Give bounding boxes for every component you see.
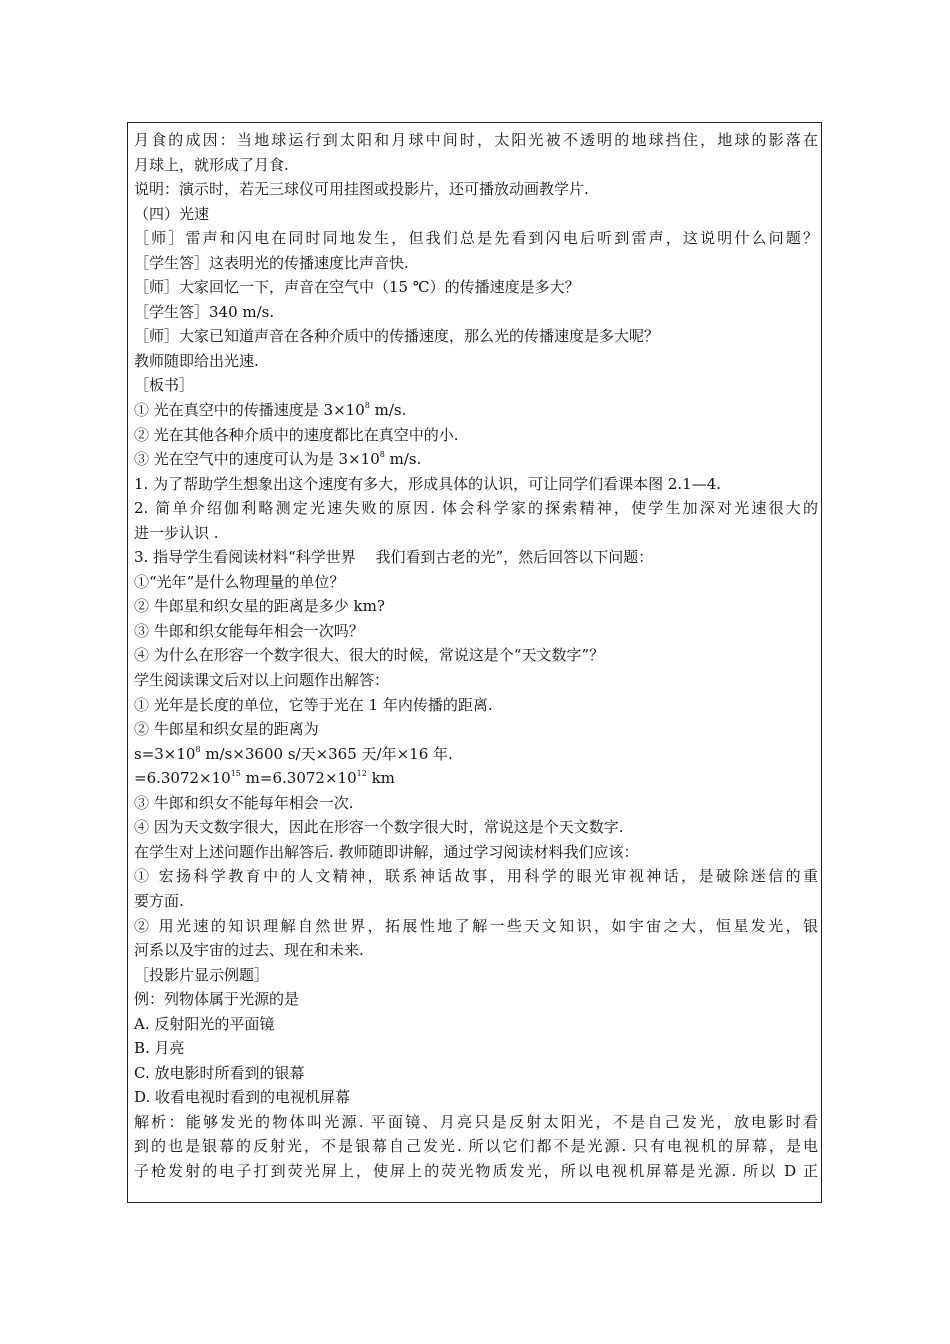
- exponent: 15: [230, 769, 241, 779]
- text-line: 解析：能够发光的物体叫光源. 平面镜、月亮只是反射太阳光，不是自己发光，放电影时看: [134, 1112, 818, 1131]
- text-line: 在学生对上述问题作出解答后. 教师随即讲解，通过学习阅读材料我们应该：: [134, 842, 639, 861]
- option-b: B. 月亮: [134, 1039, 185, 1058]
- text-line: 说明：演示时，若无三球仪可用挂图或投影片，还可播放动画教学片.: [134, 180, 589, 199]
- text-line: 子枪发射的电子打到荧光屏上，使屏上的荧光物质发光，所以电视机屏幕是光源. 所以 D 正: [134, 1161, 818, 1180]
- line-text: =6.3072×10: [134, 769, 231, 788]
- text-line: ①“光年”是什么物理量的单位？: [134, 572, 345, 591]
- document-body: [134, 128, 818, 1184]
- text-line: 学生阅读课文后对以上问题作出解答：: [134, 671, 390, 690]
- option-c: C. 放电影时所看到的银幕: [134, 1063, 305, 1082]
- section-heading: （四）光速: [134, 204, 210, 223]
- text-line: [134, 447, 818, 472]
- text-line: 2. 简单介绍伽利略测定光速失败的原因. 体会科学家的探索精神，使学生加深对光速很大的: [134, 499, 818, 518]
- text-line: ② 光在其他各种介质中的速度都比在真空中的小.: [134, 425, 459, 444]
- text-line: ① 宏扬科学教育中的人文精神，联系神话故事，用科学的眼光审视神话，是破除迷信的重: [134, 867, 818, 886]
- text-line: 3. 指导学生看阅读材料“科学世界 我们看到古老的光”，然后回答以下问题：: [134, 548, 654, 567]
- exponent: 8: [364, 401, 370, 411]
- exponent: 12: [356, 769, 367, 779]
- text-line: 月食的成因：当地球运行到太阳和月球中间时，太阳光被不透明的地球挡住，地球的影落在: [134, 131, 818, 149]
- formula-line: [134, 766, 818, 791]
- line-text: m=6.3072×10: [240, 769, 357, 788]
- line-text: m/s.: [369, 401, 407, 420]
- line-text: ① 光在真空中的传播速度是 3×10: [134, 401, 365, 420]
- text-line: 月球上，就形成了月食.: [134, 155, 289, 174]
- exponent: 8: [379, 450, 385, 460]
- text-line: 到的也是银幕的反射光，不是银幕自己发光. 所以它们都不是光源. 只有电视机的屏幕，是电: [134, 1137, 818, 1156]
- text-line: ［板书］: [134, 376, 195, 395]
- text-line: ［投影片显示例题］: [134, 965, 270, 984]
- line-text: km: [366, 769, 395, 788]
- text-line: ［学生答］这表明光的传播速度比声音快.: [134, 253, 409, 272]
- text-line: 河系以及宇宙的过去、现在和未来.: [134, 941, 364, 960]
- text-line: ① 光年是长度的单位，它等于光在 1 年内传播的距离.: [134, 695, 493, 714]
- line-text: ③ 光在空气中的速度可认为是 3×10: [134, 450, 380, 469]
- text-line: [134, 398, 818, 423]
- text-line: ③ 牛郎和织女能每年相会一次吗？: [134, 621, 364, 640]
- option-d: D. 收看电视时看到的电视机屏幕: [134, 1088, 351, 1107]
- text-line: ［师］雷声和闪电在同时同地发生，但我们总是先看到闪电后听到雷声，这说明什么问题？: [134, 229, 818, 248]
- formula-line: [134, 742, 818, 767]
- option-a: A. 反射阳光的平面镜: [134, 1014, 275, 1033]
- text-line: ④ 因为天文数字很大，因此在形容一个数字很大时，常说这是个天文数字.: [134, 818, 624, 837]
- text-line: 1. 为了帮助学生想象出这个速度有多大，形成具体的认识，可让同学们看课本图 2.1—4.: [134, 474, 722, 493]
- line-text: s=3×10: [134, 744, 196, 763]
- exponent: 8: [195, 744, 201, 754]
- text-line: 要方面.: [134, 891, 184, 910]
- text-line: ［学生答］340 m/s.: [134, 302, 275, 321]
- text-line: ② 用光速的知识理解自然世界，拓展性地了解一些天文知识，如宇宙之大，恒星发光，银: [134, 916, 818, 935]
- text-line: ② 牛郎星和织女星的距离是多少 km?: [134, 597, 385, 616]
- text-line: 进一步认识 .: [134, 523, 219, 542]
- text-line: 例：列物体属于光源的是: [134, 990, 300, 1009]
- text-line: ［师］大家已知道声音在各种介质中的传播速度，那么光的传播速度是多大呢？: [134, 327, 660, 346]
- text-line: 教师随即给出光速.: [134, 351, 259, 370]
- text-line: ［师］大家回忆一下，声音在空气中（15 ℃）的传播速度是多大？: [134, 278, 580, 297]
- text-line: ② 牛郎星和织女星的距离为: [134, 720, 319, 739]
- text-line: ③ 牛郎和织女不能每年相会一次.: [134, 793, 354, 812]
- line-text: m/s×3600 s/天×365 天/年×16 年.: [200, 744, 453, 763]
- text-line: ④ 为什么在形容一个数字很大、很大的时候，常说这是个“天文数字”？: [134, 646, 605, 665]
- line-text: m/s.: [384, 450, 422, 469]
